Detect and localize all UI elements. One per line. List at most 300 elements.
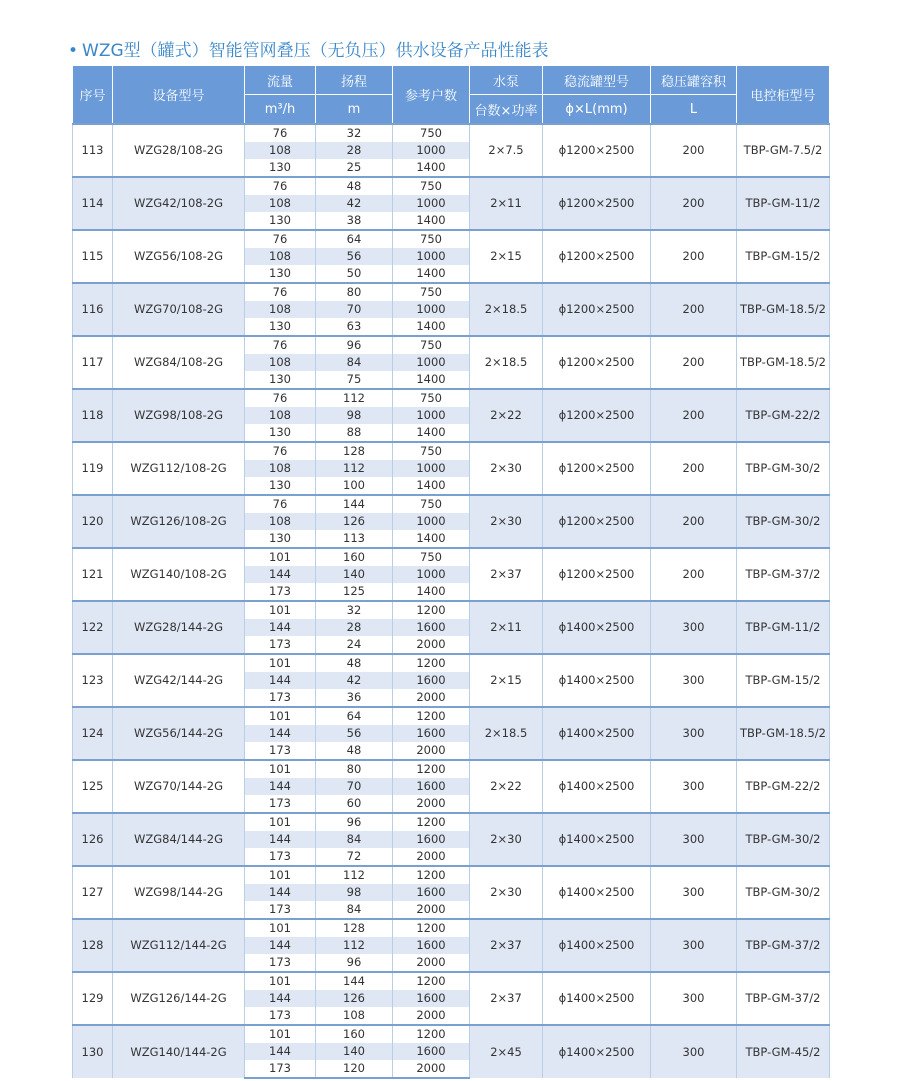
volume-cell: 300: [651, 1025, 737, 1078]
head-cell: 36: [316, 689, 393, 707]
households-cell: 750: [393, 389, 470, 407]
seq-cell: 119: [73, 442, 113, 495]
head-cell: 48: [316, 177, 393, 195]
volume-cell: 300: [651, 919, 737, 972]
table-row: [73, 1025, 830, 1043]
head-cell: 80: [316, 283, 393, 301]
flow-cell: 173: [245, 848, 316, 866]
seq-cell: 128: [73, 919, 113, 972]
pump-cell: 2×30: [470, 495, 543, 548]
flow-cell: 76: [245, 283, 316, 301]
head-cell: 113: [316, 530, 393, 548]
households-cell: 1400: [393, 583, 470, 601]
header-volume-unit: L: [651, 95, 737, 125]
performance-table: [72, 65, 830, 1079]
head-cell: 25: [316, 159, 393, 177]
volume-cell: 300: [651, 601, 737, 654]
households-cell: 1200: [393, 601, 470, 619]
head-cell: 100: [316, 477, 393, 495]
cabinet-cell: TBP-GM-30/2: [737, 866, 830, 919]
volume-cell: 200: [651, 336, 737, 389]
households-cell: 1200: [393, 654, 470, 672]
volume-cell: 300: [651, 866, 737, 919]
tank-cell: ϕ1200×2500: [543, 283, 651, 336]
flow-cell: 144: [245, 831, 316, 848]
pump-cell: 2×7.5: [470, 124, 543, 177]
cabinet-cell: TBP-GM-37/2: [737, 548, 830, 601]
model-cell: WZG112/108-2G: [113, 442, 245, 495]
model-cell: WZG70/144-2G: [113, 760, 245, 813]
flow-cell: 130: [245, 477, 316, 495]
flow-cell: 130: [245, 212, 316, 230]
header-tank-unit: ϕ×L(mm): [543, 95, 651, 125]
flow-cell: 108: [245, 460, 316, 477]
table-row: [73, 230, 830, 248]
head-cell: 32: [316, 601, 393, 619]
seq-cell: 125: [73, 760, 113, 813]
households-cell: 1400: [393, 530, 470, 548]
flow-cell: 76: [245, 442, 316, 460]
flow-cell: 144: [245, 566, 316, 583]
flow-cell: 108: [245, 354, 316, 371]
head-cell: 160: [316, 548, 393, 566]
flow-cell: 101: [245, 760, 316, 778]
tank-cell: ϕ1400×2500: [543, 707, 651, 760]
model-cell: WZG140/144-2G: [113, 1025, 245, 1078]
seq-cell: 118: [73, 389, 113, 442]
tank-cell: ϕ1200×2500: [543, 442, 651, 495]
households-cell: 750: [393, 177, 470, 195]
households-cell: 2000: [393, 954, 470, 972]
table-row: [73, 124, 830, 142]
volume-cell: 200: [651, 389, 737, 442]
flow-cell: 108: [245, 195, 316, 212]
tank-cell: ϕ1400×2500: [543, 654, 651, 707]
head-cell: 96: [316, 954, 393, 972]
households-cell: 750: [393, 230, 470, 248]
head-cell: 64: [316, 707, 393, 725]
header-pump: 水泵: [470, 66, 543, 95]
head-cell: 140: [316, 566, 393, 583]
pump-cell: 2×15: [470, 230, 543, 283]
head-cell: 96: [316, 336, 393, 354]
head-cell: 72: [316, 848, 393, 866]
header-flow-unit: m³/h: [245, 95, 316, 125]
head-cell: 75: [316, 371, 393, 389]
tank-cell: ϕ1200×2500: [543, 177, 651, 230]
flow-cell: 101: [245, 919, 316, 937]
tank-cell: ϕ1200×2500: [543, 389, 651, 442]
households-cell: 1600: [393, 778, 470, 795]
households-cell: 750: [393, 442, 470, 460]
cabinet-cell: TBP-GM-30/2: [737, 442, 830, 495]
seq-cell: 129: [73, 972, 113, 1025]
households-cell: 2000: [393, 636, 470, 654]
volume-cell: 200: [651, 283, 737, 336]
households-cell: 1400: [393, 265, 470, 283]
head-cell: 70: [316, 301, 393, 318]
cabinet-cell: TBP-GM-22/2: [737, 760, 830, 813]
head-cell: 48: [316, 742, 393, 760]
volume-cell: 200: [651, 177, 737, 230]
head-cell: 98: [316, 407, 393, 424]
cabinet-cell: TBP-GM-15/2: [737, 230, 830, 283]
head-cell: 32: [316, 124, 393, 142]
model-cell: WZG28/144-2G: [113, 601, 245, 654]
flow-cell: 108: [245, 513, 316, 530]
head-cell: 28: [316, 142, 393, 159]
households-cell: 1600: [393, 1043, 470, 1060]
seq-cell: 113: [73, 124, 113, 177]
households-cell: 2000: [393, 742, 470, 760]
households-cell: 1200: [393, 707, 470, 725]
flow-cell: 173: [245, 742, 316, 760]
model-cell: WZG28/108-2G: [113, 124, 245, 177]
flow-cell: 108: [245, 407, 316, 424]
head-cell: 50: [316, 265, 393, 283]
households-cell: 1200: [393, 972, 470, 990]
model-cell: WZG56/108-2G: [113, 230, 245, 283]
cabinet-cell: TBP-GM-18.5/2: [737, 336, 830, 389]
flow-cell: 144: [245, 778, 316, 795]
flow-cell: 76: [245, 230, 316, 248]
head-cell: 112: [316, 389, 393, 407]
flow-cell: 101: [245, 1025, 316, 1043]
households-cell: 750: [393, 124, 470, 142]
volume-cell: 300: [651, 760, 737, 813]
seq-cell: 127: [73, 866, 113, 919]
header-model: 设备型号: [113, 66, 245, 125]
flow-cell: 101: [245, 866, 316, 884]
table-row: [73, 760, 830, 778]
households-cell: 1400: [393, 371, 470, 389]
households-cell: 2000: [393, 901, 470, 919]
flow-cell: 76: [245, 336, 316, 354]
pump-cell: 2×11: [470, 177, 543, 230]
pump-cell: 2×22: [470, 760, 543, 813]
head-cell: 84: [316, 354, 393, 371]
volume-cell: 300: [651, 707, 737, 760]
households-cell: 1600: [393, 725, 470, 742]
table-row: [73, 177, 830, 195]
flow-cell: 76: [245, 389, 316, 407]
tank-cell: ϕ1400×2500: [543, 601, 651, 654]
pump-cell: 2×37: [470, 919, 543, 972]
flow-cell: 130: [245, 159, 316, 177]
page-title: [68, 36, 549, 61]
flow-cell: 101: [245, 548, 316, 566]
cabinet-cell: TBP-GM-18.5/2: [737, 283, 830, 336]
flow-cell: 108: [245, 301, 316, 318]
tank-cell: ϕ1400×2500: [543, 866, 651, 919]
seq-cell: 124: [73, 707, 113, 760]
head-cell: 112: [316, 460, 393, 477]
title-text: WZG型（罐式）智能管网叠压（无负压）供水设备产品性能表: [82, 41, 549, 61]
model-cell: WZG126/108-2G: [113, 495, 245, 548]
volume-cell: 200: [651, 124, 737, 177]
pump-cell: 2×37: [470, 548, 543, 601]
head-cell: 56: [316, 248, 393, 265]
cabinet-cell: TBP-GM-30/2: [737, 813, 830, 866]
table-row: [73, 866, 830, 884]
volume-cell: 200: [651, 230, 737, 283]
volume-cell: 200: [651, 442, 737, 495]
pump-cell: 2×18.5: [470, 283, 543, 336]
head-cell: 70: [316, 778, 393, 795]
households-cell: 750: [393, 548, 470, 566]
tank-cell: ϕ1200×2500: [543, 495, 651, 548]
header-cabinet: 电控柜型号: [737, 66, 830, 125]
volume-cell: 300: [651, 972, 737, 1025]
head-cell: 48: [316, 654, 393, 672]
pump-cell: 2×37: [470, 972, 543, 1025]
pump-cell: 2×30: [470, 813, 543, 866]
flow-cell: 76: [245, 177, 316, 195]
cabinet-cell: TBP-GM-30/2: [737, 495, 830, 548]
flow-cell: 108: [245, 248, 316, 265]
flow-cell: 108: [245, 142, 316, 159]
households-cell: 1000: [393, 407, 470, 424]
households-cell: 1600: [393, 619, 470, 636]
households-cell: 1200: [393, 866, 470, 884]
households-cell: 1000: [393, 460, 470, 477]
flow-cell: 130: [245, 371, 316, 389]
model-cell: WZG84/108-2G: [113, 336, 245, 389]
header-flow: 流量: [245, 66, 316, 95]
households-cell: 1200: [393, 1025, 470, 1043]
households-cell: 1000: [393, 566, 470, 583]
households-cell: 1200: [393, 760, 470, 778]
households-cell: 1600: [393, 672, 470, 689]
cabinet-cell: TBP-GM-15/2: [737, 654, 830, 707]
header-households: 参考户数: [393, 66, 470, 125]
tank-cell: ϕ1200×2500: [543, 124, 651, 177]
volume-cell: 200: [651, 495, 737, 548]
head-cell: 126: [316, 513, 393, 530]
flow-cell: 144: [245, 619, 316, 636]
header-volume: 稳压罐容积: [651, 66, 737, 95]
header-head-unit: m: [316, 95, 393, 125]
flow-cell: 101: [245, 707, 316, 725]
seq-cell: 120: [73, 495, 113, 548]
tank-cell: ϕ1400×2500: [543, 919, 651, 972]
table-row: [73, 601, 830, 619]
tank-cell: ϕ1200×2500: [543, 230, 651, 283]
flow-cell: 173: [245, 636, 316, 654]
households-cell: 1400: [393, 159, 470, 177]
households-cell: 1400: [393, 477, 470, 495]
head-cell: 125: [316, 583, 393, 601]
households-cell: 1000: [393, 354, 470, 371]
households-cell: 1600: [393, 884, 470, 901]
table-row: [73, 919, 830, 937]
head-cell: 144: [316, 495, 393, 513]
head-cell: 108: [316, 1007, 393, 1025]
flow-cell: 173: [245, 1007, 316, 1025]
cabinet-cell: TBP-GM-7.5/2: [737, 124, 830, 177]
flow-cell: 130: [245, 530, 316, 548]
head-cell: 128: [316, 919, 393, 937]
flow-cell: 101: [245, 972, 316, 990]
bullet-dot-icon: •: [68, 41, 79, 61]
head-cell: 84: [316, 901, 393, 919]
header-head: 扬程: [316, 66, 393, 95]
head-cell: 112: [316, 866, 393, 884]
flow-cell: 144: [245, 884, 316, 901]
pump-cell: 2×15: [470, 654, 543, 707]
head-cell: 98: [316, 884, 393, 901]
tank-cell: ϕ1200×2500: [543, 548, 651, 601]
table-row: [73, 336, 830, 354]
seq-cell: 116: [73, 283, 113, 336]
model-cell: WZG98/108-2G: [113, 389, 245, 442]
header-tank: 稳流罐型号: [543, 66, 651, 95]
pump-cell: 2×18.5: [470, 707, 543, 760]
model-cell: WZG140/108-2G: [113, 548, 245, 601]
households-cell: 2000: [393, 1007, 470, 1025]
pump-cell: 2×45: [470, 1025, 543, 1078]
cabinet-cell: TBP-GM-11/2: [737, 177, 830, 230]
flow-cell: 144: [245, 990, 316, 1007]
head-cell: 80: [316, 760, 393, 778]
cabinet-cell: TBP-GM-37/2: [737, 919, 830, 972]
households-cell: 1000: [393, 513, 470, 530]
table-row: [73, 654, 830, 672]
households-cell: 1400: [393, 318, 470, 336]
model-cell: WZG42/144-2G: [113, 654, 245, 707]
model-cell: WZG84/144-2G: [113, 813, 245, 866]
seq-cell: 114: [73, 177, 113, 230]
cabinet-cell: TBP-GM-22/2: [737, 389, 830, 442]
table-body: [73, 124, 830, 1078]
head-cell: 84: [316, 831, 393, 848]
model-cell: WZG56/144-2G: [113, 707, 245, 760]
model-cell: WZG98/144-2G: [113, 866, 245, 919]
head-cell: 144: [316, 972, 393, 990]
households-cell: 2000: [393, 795, 470, 813]
table-row: [73, 442, 830, 460]
tank-cell: ϕ1400×2500: [543, 760, 651, 813]
households-cell: 1600: [393, 831, 470, 848]
flow-cell: 101: [245, 813, 316, 831]
table-row: [73, 813, 830, 831]
tank-cell: ϕ1400×2500: [543, 813, 651, 866]
head-cell: 38: [316, 212, 393, 230]
households-cell: 1000: [393, 142, 470, 159]
model-cell: WZG112/144-2G: [113, 919, 245, 972]
head-cell: 112: [316, 937, 393, 954]
flow-cell: 144: [245, 937, 316, 954]
cabinet-cell: TBP-GM-37/2: [737, 972, 830, 1025]
table-row: [73, 389, 830, 407]
head-cell: 128: [316, 442, 393, 460]
households-cell: 750: [393, 283, 470, 301]
tank-cell: ϕ1400×2500: [543, 1025, 651, 1078]
flow-cell: 173: [245, 583, 316, 601]
pump-cell: 2×22: [470, 389, 543, 442]
flow-cell: 144: [245, 672, 316, 689]
flow-cell: 130: [245, 318, 316, 336]
head-cell: 160: [316, 1025, 393, 1043]
table-row: [73, 495, 830, 513]
flow-cell: 130: [245, 265, 316, 283]
flow-cell: 76: [245, 124, 316, 142]
volume-cell: 300: [651, 813, 737, 866]
pump-cell: 2×30: [470, 442, 543, 495]
flow-cell: 173: [245, 1060, 316, 1078]
households-cell: 750: [393, 336, 470, 354]
volume-cell: 200: [651, 548, 737, 601]
tank-cell: ϕ1200×2500: [543, 336, 651, 389]
model-cell: WZG42/108-2G: [113, 177, 245, 230]
head-cell: 60: [316, 795, 393, 813]
seq-cell: 126: [73, 813, 113, 866]
header-pump-unit: 台数×功率: [470, 95, 543, 125]
volume-cell: 300: [651, 654, 737, 707]
head-cell: 88: [316, 424, 393, 442]
seq-cell: 121: [73, 548, 113, 601]
model-cell: WZG70/108-2G: [113, 283, 245, 336]
head-cell: 64: [316, 230, 393, 248]
pump-cell: 2×11: [470, 601, 543, 654]
flow-cell: 76: [245, 495, 316, 513]
header-seq: 序号: [73, 66, 113, 125]
head-cell: 28: [316, 619, 393, 636]
table-row: [73, 972, 830, 990]
households-cell: 1600: [393, 937, 470, 954]
flow-cell: 173: [245, 795, 316, 813]
households-cell: 1400: [393, 212, 470, 230]
head-cell: 56: [316, 725, 393, 742]
table-row: [73, 283, 830, 301]
cabinet-cell: TBP-GM-18.5/2: [737, 707, 830, 760]
cabinet-cell: TBP-GM-45/2: [737, 1025, 830, 1078]
households-cell: 2000: [393, 1060, 470, 1078]
households-cell: 1000: [393, 301, 470, 318]
flow-cell: 173: [245, 901, 316, 919]
flow-cell: 101: [245, 601, 316, 619]
seq-cell: 123: [73, 654, 113, 707]
seq-cell: 115: [73, 230, 113, 283]
head-cell: 126: [316, 990, 393, 1007]
seq-cell: 130: [73, 1025, 113, 1078]
flow-cell: 173: [245, 689, 316, 707]
head-cell: 63: [316, 318, 393, 336]
flow-cell: 130: [245, 424, 316, 442]
table-row: [73, 548, 830, 566]
cabinet-cell: TBP-GM-11/2: [737, 601, 830, 654]
head-cell: 140: [316, 1043, 393, 1060]
households-cell: 1000: [393, 248, 470, 265]
households-cell: 1600: [393, 990, 470, 1007]
pump-cell: 2×18.5: [470, 336, 543, 389]
flow-cell: 101: [245, 654, 316, 672]
households-cell: 2000: [393, 689, 470, 707]
head-cell: 120: [316, 1060, 393, 1078]
head-cell: 24: [316, 636, 393, 654]
tank-cell: ϕ1400×2500: [543, 972, 651, 1025]
flow-cell: 173: [245, 954, 316, 972]
model-cell: WZG126/144-2G: [113, 972, 245, 1025]
households-cell: 1400: [393, 424, 470, 442]
seq-cell: 122: [73, 601, 113, 654]
households-cell: 1000: [393, 195, 470, 212]
head-cell: 42: [316, 195, 393, 212]
seq-cell: 117: [73, 336, 113, 389]
flow-cell: 144: [245, 725, 316, 742]
households-cell: 1200: [393, 919, 470, 937]
flow-cell: 144: [245, 1043, 316, 1060]
